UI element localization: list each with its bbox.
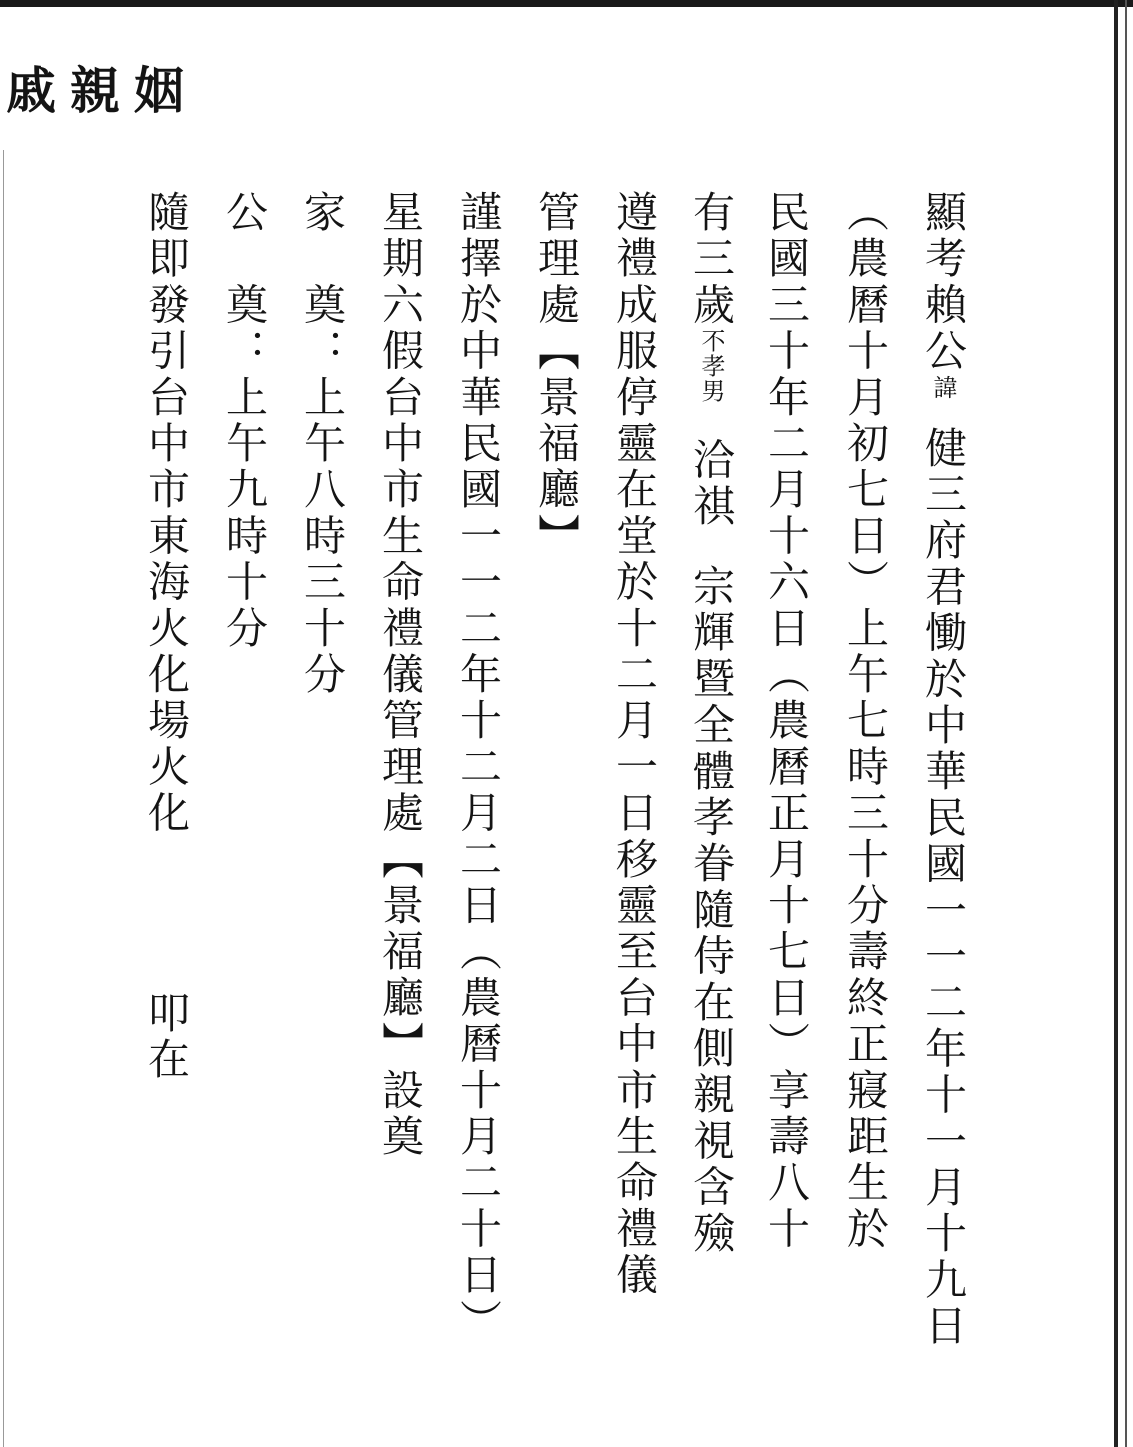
hall-name-text: 管理處︻景福廳︼ <box>532 190 581 560</box>
page-edge-right-outer <box>1125 0 1127 1447</box>
page-edge-left <box>3 150 4 1447</box>
notice-column-5 <box>610 190 659 1299</box>
closing-text: 叩在 <box>142 990 191 1084</box>
family-text: 宗輝暨全體孝眷隨侍在側親視含殮 <box>687 564 736 1258</box>
notice-column-6 <box>532 190 581 560</box>
top-rule <box>0 0 1133 7</box>
notice-column-9 <box>298 190 347 699</box>
notice-column-2 <box>841 190 890 1253</box>
notice-column-7 <box>454 190 503 1345</box>
son-label-small: 不孝男 <box>697 328 725 404</box>
honorific-small: 諱 <box>929 374 957 400</box>
cremation-text: 隨即發引台中市東海火化場火化 <box>142 190 191 837</box>
notice-column-11 <box>142 190 191 1084</box>
page-heading: 戚親姻 <box>6 61 198 120</box>
ceremony-venue-text: 星期六假台中市生命禮儀管理處︻景福廳︼ <box>376 190 425 1068</box>
deceased-title: 顯考賴公 <box>919 190 968 375</box>
son-name: 洽祺 <box>687 437 736 531</box>
ceremony-date-text: 謹擇於中華民國一一二年十二月二日︵農曆十月二十日︶ <box>454 190 503 1345</box>
notice-column-10 <box>220 190 269 652</box>
death-time-text: ︵農曆十月初七日︶上午七時三十分壽終正寢距生於 <box>841 190 890 1253</box>
page-edge-right <box>1114 0 1118 1447</box>
family-ceremony-time: 家 奠：上午八時三十分 <box>298 190 347 699</box>
public-ceremony-time: 公 奠：上午九時十分 <box>220 190 269 652</box>
notice-column-3 <box>762 190 811 1253</box>
age-text: 有三歲 <box>687 190 736 329</box>
notice-column-8 <box>376 190 425 1161</box>
mourning-text: 遵禮成服停靈在堂於十二月一日移靈至台中市生命禮儀 <box>610 190 659 1299</box>
birth-date-text: 民國三十年二月十六日︵農曆正月十七日︶享壽八十 <box>762 190 811 1253</box>
death-date-text: 健三府君慟於中華民國一一二年十一月十九日 <box>919 425 968 1350</box>
notice-column-4 <box>687 190 736 1258</box>
notice-column-1 <box>919 190 968 1350</box>
ceremony-setup-text: 設奠 <box>376 1067 425 1161</box>
